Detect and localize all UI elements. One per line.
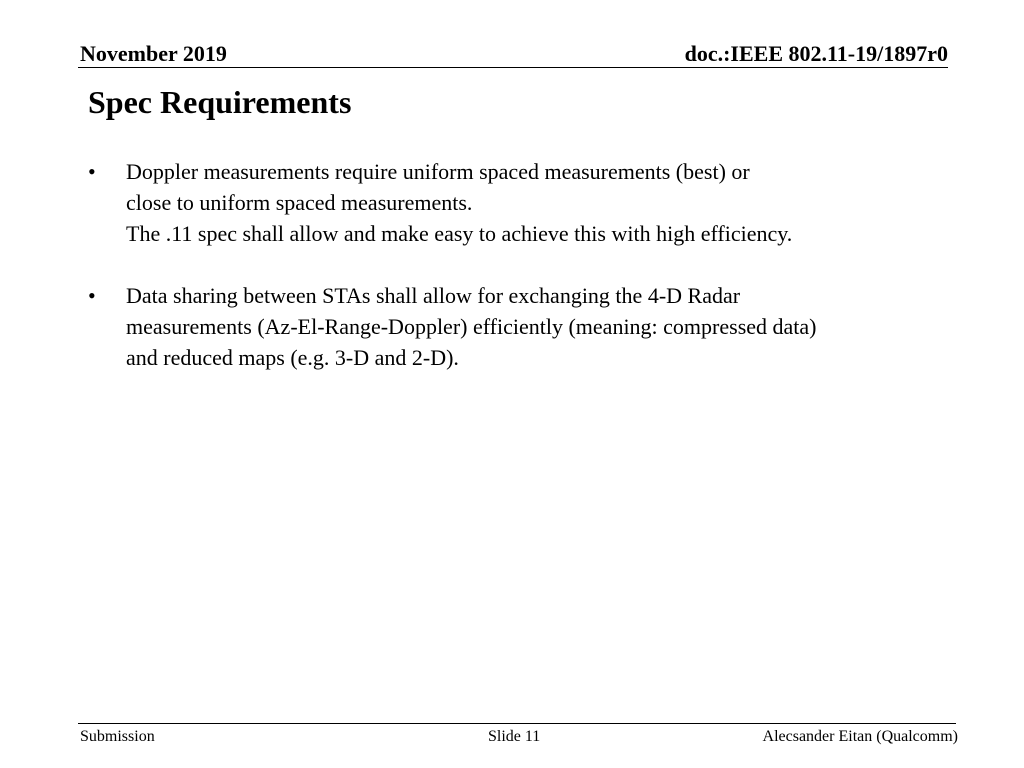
header-date: November 2019 — [80, 41, 227, 66]
bullet-icon: • — [88, 159, 96, 184]
bullet-line: and reduced maps (e.g. 3-D and 2-D). — [126, 345, 459, 370]
bullet-item — [88, 156, 968, 249]
header-doc-id: doc.:IEEE 802.11-19/1897r0 — [684, 41, 948, 66]
footer-slide-number: Slide 11 — [488, 728, 541, 745]
footer-submission: Submission — [80, 728, 155, 745]
footer-divider — [78, 723, 956, 724]
bullet-line: Data sharing between STAs shall allow for exchanging the 4-D Radar — [126, 283, 741, 308]
header-divider — [78, 67, 948, 68]
slide-title: Spec Requirements — [88, 84, 352, 120]
bullet-icon: • — [88, 283, 96, 308]
bullet-item — [88, 280, 968, 373]
footer-author: Alecsander Eitan (Qualcomm) — [762, 728, 958, 745]
bullet-line: close to uniform spaced measurements. — [126, 190, 473, 215]
bullet-line: measurements (Az-El-Range-Doppler) efficiently (meaning: compressed data) — [126, 314, 817, 339]
bullet-line: The .11 spec shall allow and make easy to achieve this with high efficiency. — [126, 221, 793, 246]
bullet-line: Doppler measurements require uniform spaced measurements (best) or — [126, 159, 750, 184]
